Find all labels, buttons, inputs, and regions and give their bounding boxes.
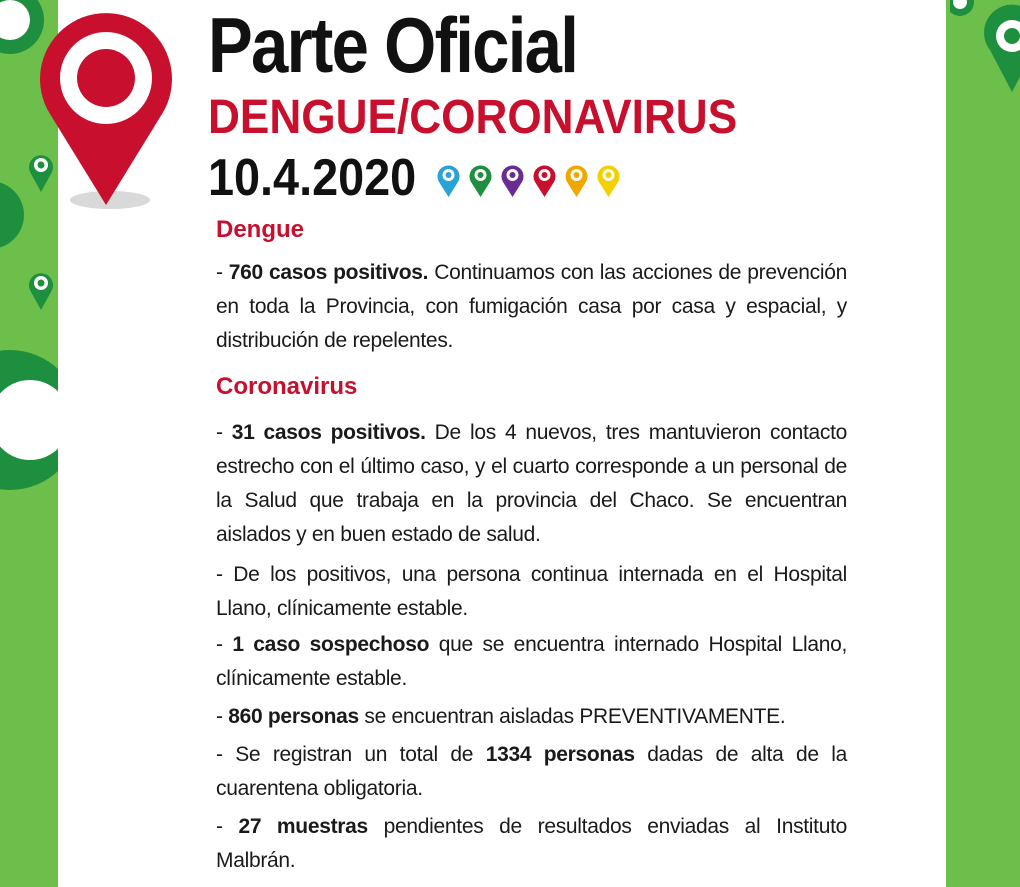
right-decorative-strip <box>946 0 1020 887</box>
page-title: Parte Oficial <box>208 1 578 89</box>
map-pin-icon <box>36 10 176 210</box>
report-date: 10.4.2020 <box>208 149 417 207</box>
dash: - <box>216 421 232 444</box>
coronavirus-paragraph-4 <box>216 700 847 734</box>
page-subtitle: DENGUE/CORONAVIRUS <box>208 91 738 144</box>
section-title-coronavirus: Coronavirus <box>216 373 358 400</box>
coronavirus-paragraph-6 <box>216 810 847 878</box>
highlight-count: 1334 personas <box>485 743 635 766</box>
coronavirus-paragraph-1 <box>216 416 847 552</box>
dash: - <box>216 815 239 838</box>
paragraph-text: que se encuentra internado Hospital Llano, clínicamente estable. <box>216 633 847 690</box>
dash: - <box>216 705 229 728</box>
map-pin-icon <box>564 163 589 199</box>
section-title-dengue: Dengue <box>216 216 305 243</box>
map-pin-icon <box>950 0 980 50</box>
paragraph-text: se encuentran aisladas PREVENTIVAMENTE. <box>358 705 786 728</box>
colored-pins-row <box>436 163 621 199</box>
dash: - <box>216 633 233 656</box>
highlight-count: 31 casos positivos. <box>231 421 426 444</box>
dash: - <box>216 261 229 284</box>
paragraph-text: Continuamos con las acciones de prevención en toda la Provincia, con fumigación casa por casa y espacial, y distribución de repelentes. <box>216 261 847 352</box>
paragraph-text: - Se registran un total de <box>216 743 486 766</box>
highlight-count: 860 personas <box>228 705 359 728</box>
map-pin-icon <box>596 163 621 199</box>
map-pin-icon <box>0 170 30 280</box>
paragraph-text: De los 4 nuevos, tres mantuvieron contacto estrecho con el último caso, y el cuarto corresponde a un personal de la Salud que trabaja en la provincia del Chaco. Se encuentran aislados y en buen estado de salud. <box>216 421 847 546</box>
highlight-count: 27 muestras <box>238 815 368 838</box>
coronavirus-paragraph-5 <box>216 738 847 806</box>
map-pin-icon <box>0 340 58 540</box>
paragraph-text: pendientes de resultados enviadas al Instituto Malbrán. <box>216 815 847 872</box>
coronavirus-paragraph-2 <box>216 558 847 626</box>
map-pin-icon <box>532 163 557 199</box>
map-pin-icon <box>982 0 1020 100</box>
dengue-paragraph <box>216 256 847 358</box>
map-pin-icon <box>436 163 461 199</box>
paragraph-text: dadas de alta de la cuarentena obligatoria. <box>216 743 848 800</box>
highlight-count: 760 casos positivos. <box>228 261 429 284</box>
paragraph-text: - De los positivos, una persona continua internada en el Hospital Llano, clínicamente estable. <box>216 563 847 620</box>
coronavirus-paragraph-3 <box>216 628 847 696</box>
highlight-count: 1 caso sospechoso <box>232 633 430 656</box>
map-pin-icon <box>500 163 525 199</box>
map-pin-icon <box>26 268 56 312</box>
map-pin-icon <box>468 163 493 199</box>
